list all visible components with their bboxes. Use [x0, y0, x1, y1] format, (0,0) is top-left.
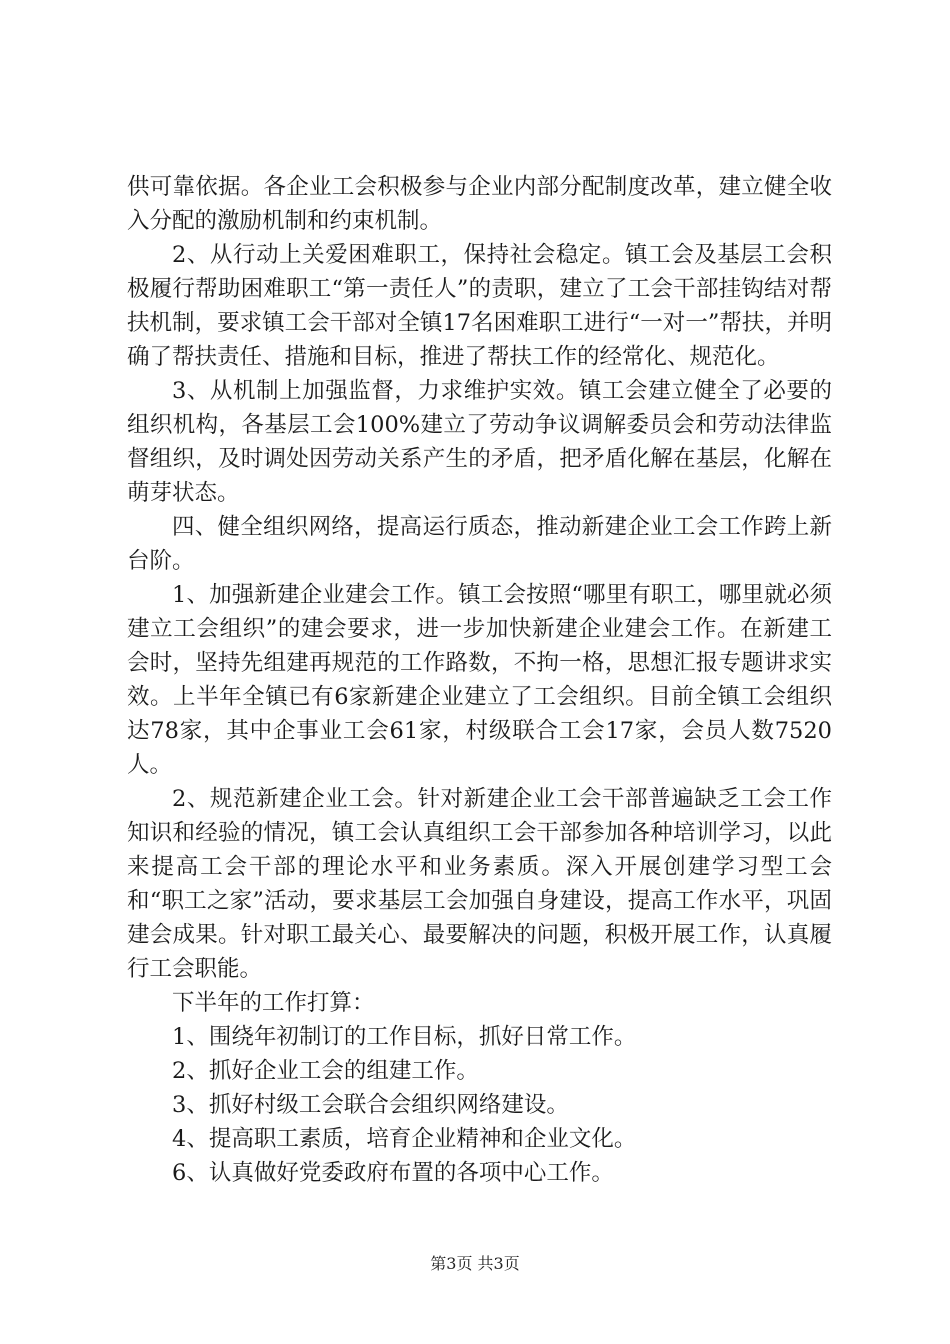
plan-item: 6、认真做好党委政府布置的各项中心工作。	[172, 1160, 614, 1186]
paragraph: 供可靠依据。各企业工会积极参与企业内部分配制度改革，建立健全收入分配的激励机制和约束机制。	[127, 174, 832, 234]
document-body	[127, 170, 832, 1190]
paragraph: 2、从行动上关爱困难职工，保持社会稳定。镇工会及基层工会积极履行帮助困难职工“第一责任人”的责职，建立了工会干部挂钩结对帮扶机制，要求镇工会干部对全镇17名困难职工进行“一对一”帮扶，并明确了帮扶责任、措施和目标，推进了帮扶工作的经常化、规范化。	[127, 242, 832, 370]
section-heading: 四、健全组织网络，提高运行质态，推动新建企业工会工作跨上新台阶。	[127, 514, 832, 574]
paragraph: 2、规范新建企业工会。针对新建企业工会干部普遍缺乏工会工作知识和经验的情况，镇工会认真组织工会干部参加各种培训学习，以此来提高工会干部的理论水平和业务素质。深入开展创建学习型工会和“职工之家”活动，要求基层工会加强自身建设，提高工作水平，巩固建会成果。针对职工最关心、最要解决的问题，积极开展工作，认真履行工会职能。	[127, 786, 832, 982]
plan-item: 2、抓好企业工会的组建工作。	[172, 1058, 479, 1084]
page-number-footer: 第3页 共3页	[430, 1254, 520, 1273]
plan-heading: 下半年的工作打算：	[172, 990, 375, 1016]
paragraph: 1、加强新建企业建会工作。镇工会按照“哪里有职工，哪里就必须建立工会组织”的建会要求，进一步加快新建企业建会工作。在新建工会时，坚持先组建再规范的工作路数，不拘一格，思想汇报专题讲求实效。上半年全镇已有6家新建企业建立了工会组织。目前全镇工会组织达78家，其中企事业工会61家，村级联合工会17家，会员人数7520人。	[127, 582, 832, 778]
plan-item: 4、提高职工素质，培育企业精神和企业文化。	[172, 1126, 637, 1152]
plan-item: 3、抓好村级工会联合会组织网络建设。	[172, 1092, 569, 1118]
plan-item: 1、围绕年初制订的工作目标，抓好日常工作。	[172, 1024, 637, 1050]
paragraph: 3、从机制上加强监督，力求维护实效。镇工会建立健全了必要的组织机构，各基层工会100%建立了劳动争议调解委员会和劳动法律监督组织，及时调处因劳动关系产生的矛盾，把矛盾化解在基层，化解在萌芽状态。	[127, 378, 832, 506]
